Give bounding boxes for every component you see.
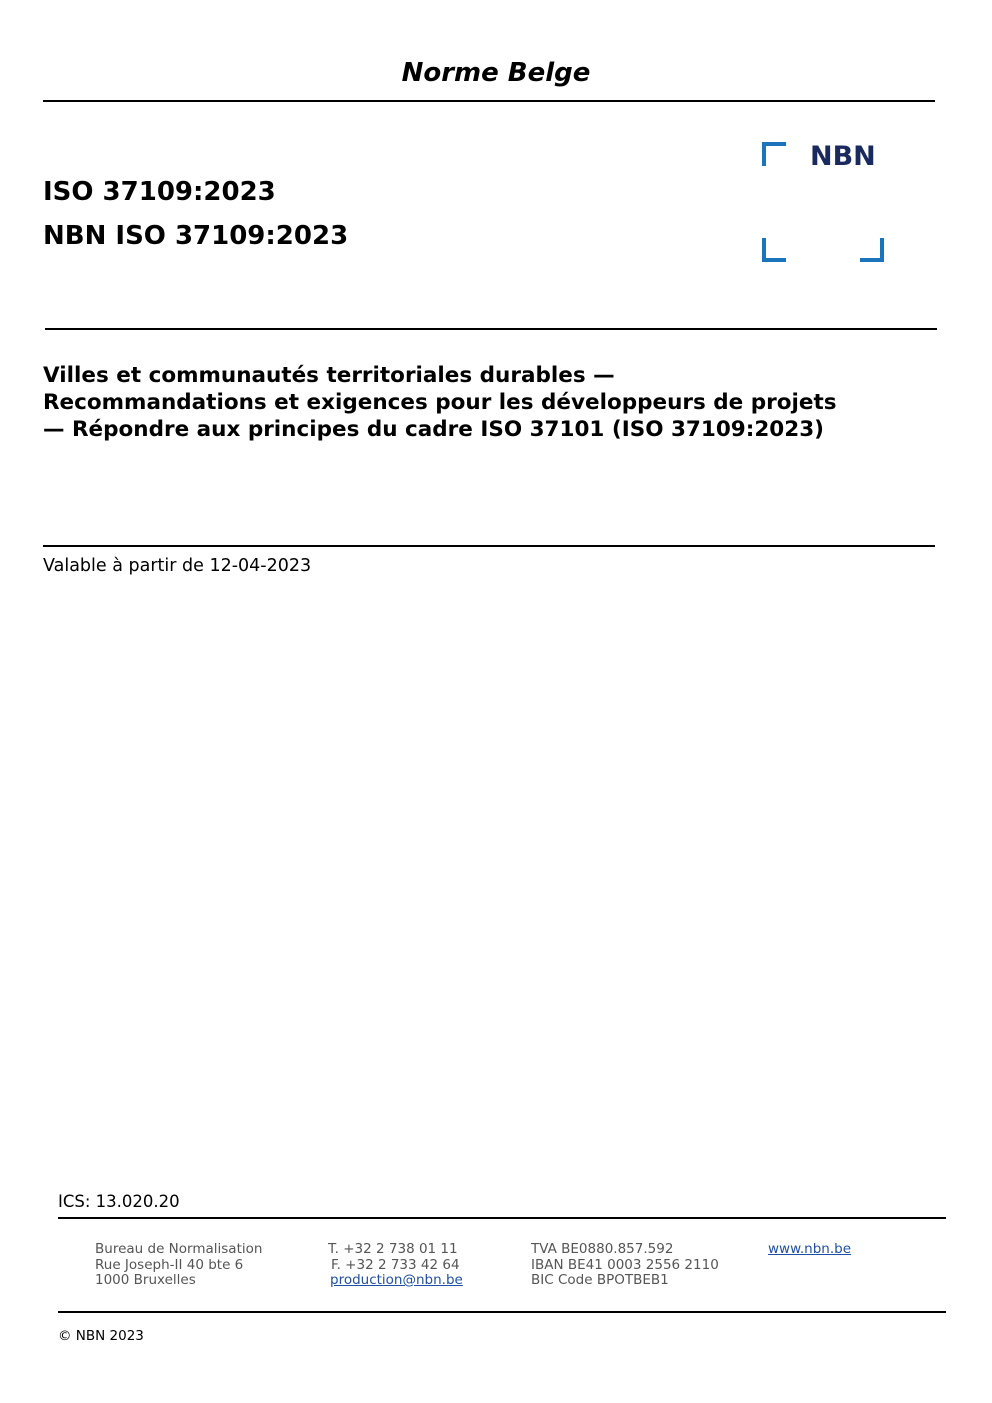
website-link[interactable]: www.nbn.be bbox=[768, 1241, 852, 1257]
nbn-standard-number: NBN ISO 37109:2023 bbox=[43, 221, 349, 251]
email-link[interactable]: production@nbn.be bbox=[330, 1272, 463, 1288]
address-line-3: 1000 Bruxelles bbox=[95, 1272, 196, 1288]
header-divider bbox=[43, 100, 935, 102]
logo-bracket-top-left bbox=[764, 144, 786, 166]
document-title: Villes et communautés territoriales durables — Recommandations et exigences pour les développeurs de projets — Répondre aux principes du cadre ISO 37101 (ISO 37109:2023) bbox=[43, 363, 837, 442]
address-line-2: Rue Joseph-II 40 bte 6 bbox=[95, 1256, 244, 1273]
page-header-title: Norme Belge bbox=[401, 58, 591, 88]
footer-bottom-divider bbox=[58, 1311, 946, 1313]
title-top-divider bbox=[45, 328, 937, 330]
footer-contact bbox=[328, 1242, 463, 1289]
validity-date: Valable à partir de 12-04-2023 bbox=[43, 556, 312, 576]
ics-code: ICS: 13.020.20 bbox=[58, 1192, 180, 1211]
footer-banking bbox=[531, 1242, 719, 1289]
footer-address bbox=[95, 1242, 262, 1289]
nbn-logo-graphic bbox=[762, 142, 884, 264]
iban-number: IBAN BE41 0003 2556 2110 bbox=[531, 1256, 719, 1273]
title-bottom-divider bbox=[43, 545, 935, 547]
bic-code: BIC Code BPOTBEB1 bbox=[531, 1272, 669, 1288]
footer-website bbox=[768, 1242, 851, 1258]
vat-number: TVA BE0880.857.592 bbox=[531, 1241, 674, 1257]
phone-number: T. +32 2 738 01 11 bbox=[328, 1241, 458, 1257]
address-line-1: Bureau de Normalisation bbox=[95, 1241, 263, 1257]
iso-standard-number: ISO 37109:2023 bbox=[43, 177, 276, 207]
copyright-notice: © NBN 2023 bbox=[58, 1328, 144, 1344]
logo-bracket-bottom-left bbox=[764, 238, 786, 260]
fax-number: F. +32 2 733 42 64 bbox=[331, 1256, 460, 1273]
logo-bracket-bottom-right bbox=[860, 238, 882, 260]
nbn-logo bbox=[762, 142, 884, 264]
logo-text: NBN bbox=[810, 142, 876, 172]
footer-top-divider bbox=[58, 1217, 946, 1219]
